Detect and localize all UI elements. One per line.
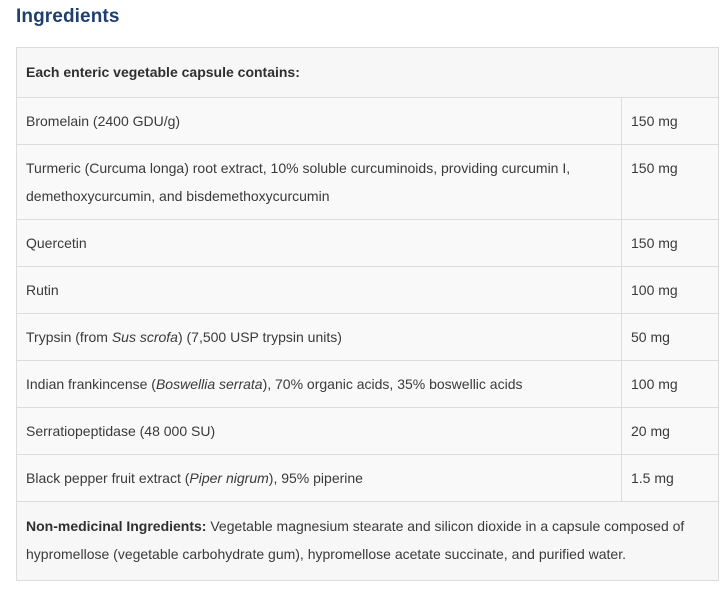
ingredient-name	[17, 361, 622, 408]
ingredient-amount: 150 mg	[622, 145, 719, 220]
table-footer-row	[17, 502, 719, 581]
name-text: Black pepper fruit extract (	[26, 470, 190, 486]
ingredient-amount: 50 mg	[622, 314, 719, 361]
name-text: Trypsin (from	[26, 329, 112, 345]
ingredient-amount: 100 mg	[622, 361, 719, 408]
non-medicinal-ingredients	[17, 502, 719, 581]
table-row	[17, 314, 719, 361]
name-text: ), 95% piperine	[268, 470, 363, 486]
species-name: Piper nigrum	[189, 470, 269, 486]
ingredient-name: Turmeric (Curcuma longa) root extract, 10% soluble curcuminoids, providing curcumin I, demethoxycurcumin, and bisdemethoxycurcumin	[17, 145, 622, 220]
table-row	[17, 220, 719, 267]
ingredient-name	[17, 455, 622, 502]
species-name: Sus scrofa	[111, 329, 178, 345]
table-row	[17, 98, 719, 145]
table-row	[17, 267, 719, 314]
name-text: ), 70% organic acids, 35% boswellic acids	[262, 376, 523, 392]
ingredients-heading: Ingredients	[16, 6, 120, 27]
non-medicinal-label: Non-medicinal Ingredients:	[26, 518, 207, 534]
name-text: ) (7,500 USP trypsin units)	[177, 329, 342, 345]
species-name: Boswellia serrata	[155, 376, 263, 392]
ingredient-amount: 150 mg	[622, 220, 719, 267]
table-row	[17, 145, 719, 220]
ingredient-name: Serratiopeptidase (48 000 SU)	[17, 408, 622, 455]
table-row	[17, 361, 719, 408]
ingredient-name: Rutin	[17, 267, 622, 314]
table-row	[17, 455, 719, 502]
ingredients-table	[16, 47, 719, 581]
ingredient-name	[17, 314, 622, 361]
ingredient-name: Bromelain (2400 GDU/g)	[17, 98, 622, 145]
non-medicinal-text: Vegetable magnesium stearate and silicon dioxide in a capsule composed of hypromellose (vegetable carbohydrate gum), hypromellose acetate succinate, and purified water.	[26, 518, 685, 562]
table-header-cell: Each enteric vegetable capsule contains:	[17, 48, 719, 98]
name-text: Indian frankincense (	[26, 376, 156, 392]
ingredient-amount: 150 mg	[622, 98, 719, 145]
ingredient-name: Quercetin	[17, 220, 622, 267]
table-row	[17, 408, 719, 455]
ingredient-amount: 100 mg	[622, 267, 719, 314]
ingredient-amount: 1.5 mg	[622, 455, 719, 502]
ingredient-amount: 20 mg	[622, 408, 719, 455]
table-header-row	[17, 48, 719, 98]
